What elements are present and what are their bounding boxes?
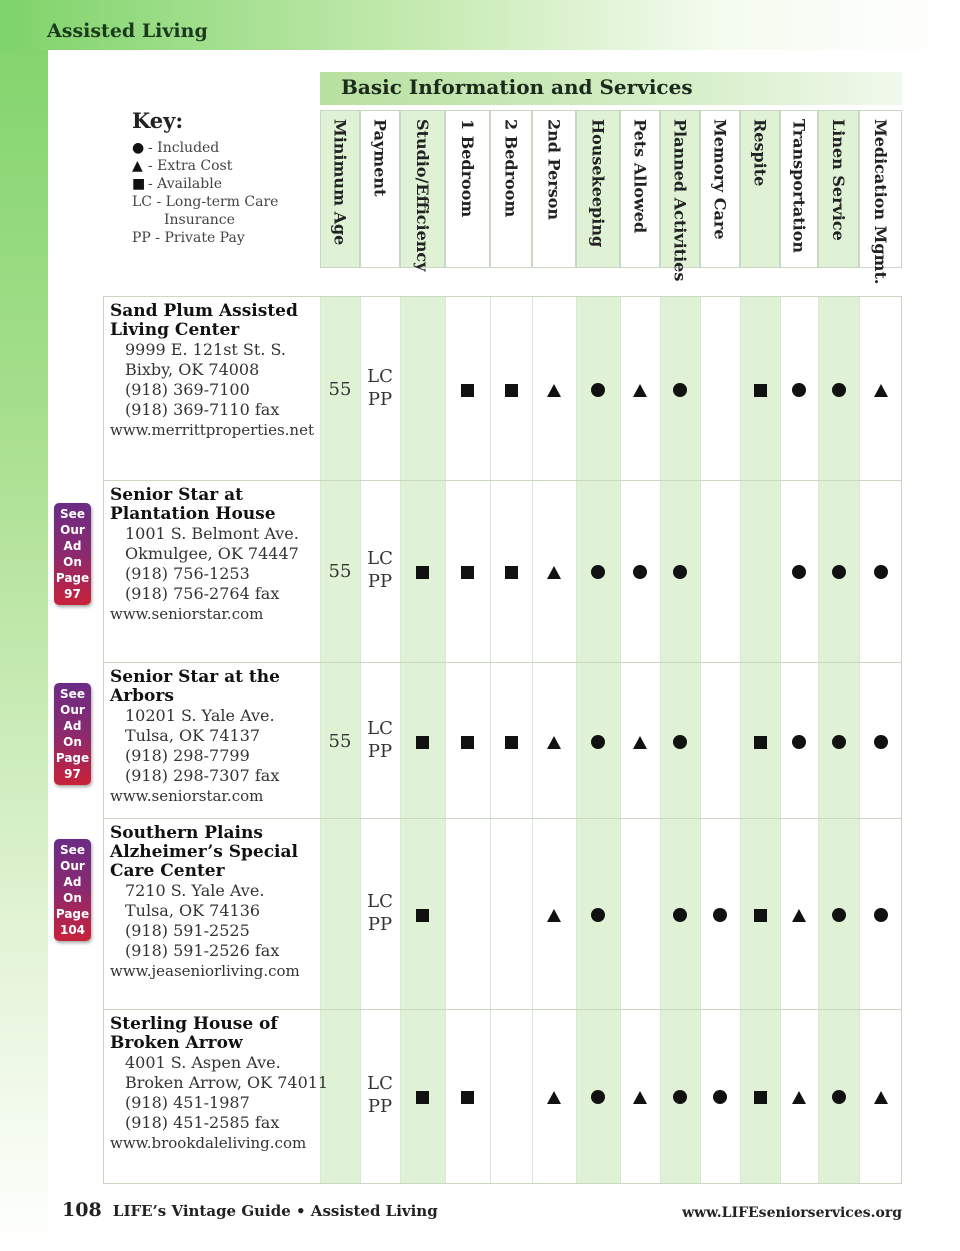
facility-address: 7210 S. Yale Ave. xyxy=(125,881,265,900)
triangle-icon xyxy=(547,384,561,397)
square-icon xyxy=(754,736,767,749)
facility-phone: (918) 369-7100 xyxy=(125,380,250,399)
column-header-1-bedroom xyxy=(445,110,490,268)
row-divider xyxy=(103,662,902,663)
column-header-label: Transportation xyxy=(789,119,809,253)
ad-badge-text: See xyxy=(60,507,85,521)
ad-badge-text: See xyxy=(60,843,85,857)
minimum-age-value: 55 xyxy=(328,561,352,582)
footer-url: www.LIFEseniorservices.org xyxy=(682,1205,902,1221)
square-icon xyxy=(461,566,474,579)
facility-name: Senior Star at the Arbors xyxy=(110,667,280,706)
ad-badge-text: Our xyxy=(60,703,85,717)
facility-name: Broken Arrow xyxy=(110,1033,243,1053)
section-title: Assisted Living xyxy=(47,20,208,42)
key-title: Key: xyxy=(132,108,184,133)
payment-pp: PP xyxy=(367,914,393,935)
service-cell xyxy=(490,563,532,579)
key-item-pp: PP - Private Pay xyxy=(132,230,245,246)
see-our-ad-badge[interactable] xyxy=(54,503,91,605)
circle-icon xyxy=(832,735,846,749)
circle-icon xyxy=(792,735,806,749)
table-header-band xyxy=(320,72,902,105)
square-icon xyxy=(461,1091,474,1104)
facility-name: Living Center xyxy=(110,320,240,340)
column-header-housekeeping xyxy=(576,110,620,268)
key-item-lc-cont: Insurance xyxy=(164,212,235,228)
facility-entry xyxy=(110,668,320,806)
facility-entry xyxy=(110,302,320,440)
facility-website[interactable]: www.seniorstar.com xyxy=(110,787,264,805)
service-cell xyxy=(532,563,576,579)
facility-name: Sterling House of xyxy=(110,1014,278,1034)
payment-value xyxy=(360,890,400,936)
payment-pp: PP xyxy=(367,389,393,410)
facility-phone: (918) 298-7799 xyxy=(125,746,250,765)
column-header-minimum-age xyxy=(320,110,360,268)
key-label: - Included xyxy=(148,140,220,156)
column-header-label: Housekeeping xyxy=(588,119,608,248)
service-cell xyxy=(859,563,902,579)
column-header-medication-mgmt xyxy=(859,110,902,285)
facility-entry xyxy=(110,486,320,624)
service-cell xyxy=(400,733,445,749)
facility-phone: (918) 451-1987 xyxy=(125,1093,250,1112)
service-cell xyxy=(576,381,620,397)
facility-name: Senior Star at xyxy=(110,485,244,505)
column-header-linen-service xyxy=(818,110,859,268)
facility-entry xyxy=(110,1014,329,1153)
row-divider xyxy=(103,818,902,819)
see-our-ad-badge[interactable] xyxy=(54,839,91,941)
triangle-icon xyxy=(874,1091,888,1104)
decorative-side-band xyxy=(0,0,48,1251)
service-cell xyxy=(660,563,700,579)
triangle-icon xyxy=(547,736,561,749)
triangle-icon xyxy=(792,909,806,922)
square-icon xyxy=(505,566,518,579)
circle-icon xyxy=(832,908,846,922)
triangle-icon xyxy=(547,1091,561,1104)
triangle-icon xyxy=(874,384,888,397)
facility-website[interactable]: www.brookdaleliving.com xyxy=(110,1134,307,1152)
service-cell xyxy=(780,563,818,579)
circle-icon xyxy=(713,908,727,922)
service-cell xyxy=(400,1088,445,1104)
circle-icon xyxy=(792,383,806,397)
ad-badge-text: Ad On xyxy=(63,539,82,569)
square-icon: ■ xyxy=(132,176,146,192)
service-cell xyxy=(576,1088,620,1104)
square-icon xyxy=(416,736,429,749)
column-header-label: Memory Care xyxy=(710,119,730,240)
service-cell xyxy=(445,1088,490,1104)
facility-name: Alzheimer’s Special xyxy=(110,842,298,862)
ad-badge-text: 97 xyxy=(64,767,81,781)
ad-badge-text: Page xyxy=(55,907,90,921)
service-cell xyxy=(576,563,620,579)
footer-left xyxy=(62,1199,438,1221)
ad-badge-text: Ad On xyxy=(63,875,82,905)
service-cell xyxy=(660,906,700,922)
facility-website[interactable]: www.seniorstar.com xyxy=(110,605,264,623)
facility-city: Tulsa, OK 74136 xyxy=(125,901,261,920)
service-cell xyxy=(859,906,902,922)
facility-fax: (918) 451-2585 fax xyxy=(125,1113,280,1132)
column-header-memory-care xyxy=(700,110,740,268)
page-number: 108 xyxy=(62,1199,102,1221)
ad-badge-text: Page xyxy=(55,751,90,765)
triangle-icon: ▲ xyxy=(132,158,143,174)
column-header-label: Respite xyxy=(750,119,770,187)
key-item-available xyxy=(132,175,312,193)
column-header-label: Medication Mgmt. xyxy=(871,119,890,285)
column-header-planned-activities xyxy=(660,110,700,282)
column-header-label: Linen Service xyxy=(829,119,848,241)
facility-website[interactable]: www.merrittproperties.net xyxy=(110,421,314,439)
key-item-included xyxy=(132,139,312,157)
column-header-label: 2 Bedroom xyxy=(501,119,521,218)
facility-name: Care Center xyxy=(110,861,225,881)
service-cell xyxy=(818,733,859,749)
column-header-label: 1 Bedroom xyxy=(458,119,477,218)
column-header-studio-efficiency xyxy=(400,110,445,272)
facility-name: Plantation House xyxy=(110,504,276,524)
facility-city: Okmulgee, OK 74447 xyxy=(125,544,299,563)
column-header-pets-allowed xyxy=(620,110,660,268)
see-our-ad-badge[interactable] xyxy=(54,683,91,785)
payment-value xyxy=(360,717,400,763)
service-cell xyxy=(400,563,445,579)
service-cell xyxy=(740,1088,780,1104)
facility-fax: (918) 591-2526 fax xyxy=(125,941,280,960)
service-cell xyxy=(740,906,780,922)
payment-lc: LC xyxy=(367,548,393,569)
payment-value xyxy=(360,547,400,593)
service-cell xyxy=(576,733,620,749)
service-cell xyxy=(740,733,780,749)
column-header-label: 2nd Person xyxy=(544,119,564,221)
service-cell xyxy=(660,381,700,397)
circle-icon xyxy=(633,565,647,579)
triangle-icon xyxy=(547,909,561,922)
legend-key xyxy=(132,108,312,247)
payment-lc: LC xyxy=(367,366,393,387)
square-icon xyxy=(416,566,429,579)
facility-name: Sand Plum Assisted xyxy=(110,301,298,321)
service-cell xyxy=(859,381,902,397)
payment-pp: PP xyxy=(367,1096,393,1117)
service-cell xyxy=(532,733,576,749)
ad-badge-text: Our xyxy=(60,523,85,537)
circle-icon xyxy=(832,1090,846,1104)
table-header-title: Basic Information and Services xyxy=(341,75,693,99)
triangle-icon xyxy=(633,736,647,749)
service-cell xyxy=(532,381,576,397)
triangle-icon xyxy=(547,566,561,579)
square-icon xyxy=(505,736,518,749)
square-icon xyxy=(461,384,474,397)
service-cell xyxy=(445,733,490,749)
service-cell xyxy=(859,1088,902,1104)
payment-lc: LC xyxy=(367,891,393,912)
payment-value xyxy=(360,365,400,411)
circle-icon xyxy=(792,565,806,579)
service-cell xyxy=(780,1088,818,1104)
service-cell xyxy=(818,563,859,579)
footer-title: LIFE’s Vintage Guide • Assisted Living xyxy=(112,1202,438,1220)
service-cell xyxy=(660,1088,700,1104)
column-header-2-bedroom xyxy=(490,110,532,268)
triangle-icon xyxy=(633,1091,647,1104)
payment-lc: LC xyxy=(367,1073,393,1094)
circle-icon: ● xyxy=(132,140,145,156)
row-divider xyxy=(103,480,902,481)
payment-lc: LC xyxy=(367,718,393,739)
service-cell xyxy=(400,906,445,922)
column-header-payment xyxy=(360,110,400,268)
circle-icon xyxy=(591,565,605,579)
circle-icon xyxy=(591,908,605,922)
circle-icon xyxy=(591,1090,605,1104)
service-cell xyxy=(700,906,740,922)
circle-icon xyxy=(673,383,687,397)
key-item-lc: LC - Long-term Care xyxy=(132,194,279,210)
service-cell xyxy=(780,381,818,397)
square-icon xyxy=(754,909,767,922)
service-cell xyxy=(818,381,859,397)
service-cell xyxy=(532,1088,576,1104)
service-cell xyxy=(445,381,490,397)
ad-badge-text: See xyxy=(60,687,85,701)
square-icon xyxy=(505,384,518,397)
minimum-age-value: 55 xyxy=(328,379,352,400)
ad-badge-text: Our xyxy=(60,859,85,873)
service-cell xyxy=(780,906,818,922)
service-cell xyxy=(859,733,902,749)
service-cell xyxy=(576,906,620,922)
service-cell xyxy=(780,733,818,749)
service-cell xyxy=(620,381,660,397)
facility-city: Broken Arrow, OK 74011 xyxy=(125,1073,329,1092)
column-header-2nd-person xyxy=(532,110,576,268)
ad-badge-text: Ad On xyxy=(63,719,82,749)
column-header-label: Studio/Efficiency xyxy=(413,119,432,272)
row-divider xyxy=(103,1009,902,1010)
square-icon xyxy=(754,1091,767,1104)
service-cell xyxy=(620,1088,660,1104)
service-cell xyxy=(620,733,660,749)
facility-phone: (918) 756-1253 xyxy=(125,564,250,583)
circle-icon xyxy=(832,565,846,579)
square-icon xyxy=(461,736,474,749)
ad-badge-text: 97 xyxy=(64,587,81,601)
circle-icon xyxy=(591,735,605,749)
square-icon xyxy=(416,909,429,922)
column-header-label: Minimum Age xyxy=(330,119,350,246)
circle-icon xyxy=(673,908,687,922)
circle-icon xyxy=(874,735,888,749)
service-cell xyxy=(660,733,700,749)
column-header-label: Planned Activities xyxy=(670,119,690,282)
circle-icon xyxy=(673,565,687,579)
facility-phone: (918) 591-2525 xyxy=(125,921,250,940)
facility-city: Tulsa, OK 74137 xyxy=(125,726,261,745)
service-cell xyxy=(490,381,532,397)
service-cell xyxy=(818,1088,859,1104)
circle-icon xyxy=(713,1090,727,1104)
facility-address: 9999 E. 121st St. S. xyxy=(125,340,286,359)
triangle-icon xyxy=(633,384,647,397)
payment-pp: PP xyxy=(367,571,393,592)
column-header-respite xyxy=(740,110,780,268)
circle-icon xyxy=(874,565,888,579)
payment-value xyxy=(360,1072,400,1118)
service-cell xyxy=(445,563,490,579)
column-header-label: Pets Allowed xyxy=(630,119,650,234)
service-cell xyxy=(490,733,532,749)
service-cell xyxy=(620,563,660,579)
facility-address: 10201 S. Yale Ave. xyxy=(125,706,275,725)
facility-website[interactable]: www.jeaseniorliving.com xyxy=(110,962,300,980)
facility-fax: (918) 756-2764 fax xyxy=(125,584,280,603)
circle-icon xyxy=(832,383,846,397)
ad-badge-text: 104 xyxy=(59,923,86,937)
service-cell xyxy=(740,381,780,397)
circle-icon xyxy=(874,908,888,922)
service-cell xyxy=(700,1088,740,1104)
circle-icon xyxy=(673,735,687,749)
facility-address: 4001 S. Aspen Ave. xyxy=(125,1053,281,1072)
key-label: - Available xyxy=(148,176,223,192)
facility-name: Southern Plains xyxy=(110,823,263,843)
facility-address: 1001 S. Belmont Ave. xyxy=(125,524,299,543)
ad-badge-text: Page xyxy=(55,571,90,585)
facility-fax: (918) 298-7307 fax xyxy=(125,766,280,785)
payment-pp: PP xyxy=(367,741,393,762)
square-icon xyxy=(754,384,767,397)
circle-icon xyxy=(673,1090,687,1104)
square-icon xyxy=(416,1091,429,1104)
column-header-label: Payment xyxy=(370,119,390,197)
minimum-age-value: 55 xyxy=(328,731,352,752)
circle-icon xyxy=(591,383,605,397)
service-cell xyxy=(532,906,576,922)
key-label: - Extra Cost xyxy=(148,158,233,174)
facility-fax: (918) 369-7110 fax xyxy=(125,400,280,419)
facility-entry xyxy=(110,824,320,981)
column-header-transportation xyxy=(780,110,818,268)
key-item-extra-cost xyxy=(132,157,312,175)
facility-city: Bixby, OK 74008 xyxy=(125,360,260,379)
service-cell xyxy=(818,906,859,922)
triangle-icon xyxy=(792,1091,806,1104)
